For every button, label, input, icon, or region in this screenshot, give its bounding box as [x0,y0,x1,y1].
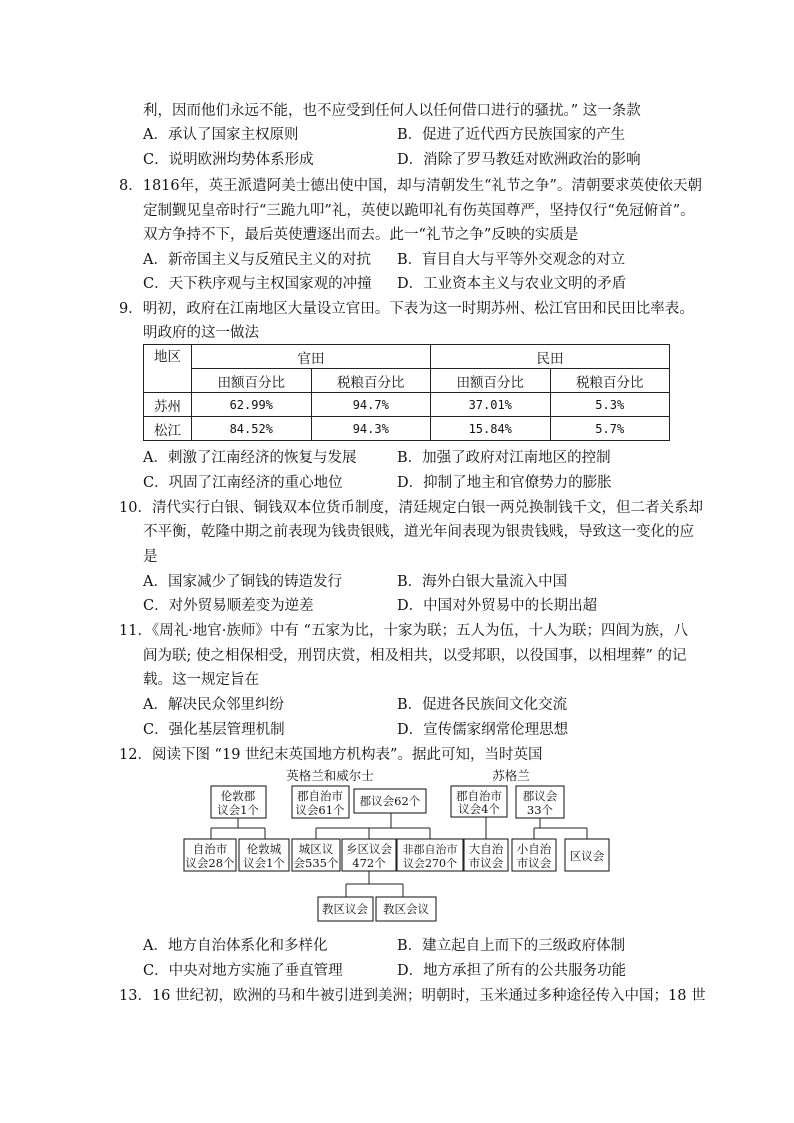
table-cell: 62.99% [192,393,312,417]
table-row [144,393,670,417]
q10-option-d[interactable]: D．中国对外贸易中的长期出超 [397,598,598,614]
q7-option-c[interactable]: C．说明欧洲均势体系形成 [143,152,314,168]
q12-stem-line: 12．阅读下图 “19 世纪末英国地方机构表”。据此可知，当时英国 [119,747,543,763]
q12-org-chart [180,766,610,926]
q7-stem-line: 利，因而他们永远不能，也不应受到任何人以任何借口进行的骚扰。” 这一条款 [143,103,641,119]
london-county-line2: 议会1个 [217,803,259,817]
table-cell-region: 苏州 [144,393,192,417]
table-cell: 37.01% [431,393,551,417]
q11-option-d[interactable]: D．宣传儒家纲常伦理思想 [397,722,569,738]
urban-line1: 城区议 [298,842,334,856]
table-subheader: 税粮百分比 [550,369,670,393]
q10-option-c[interactable]: C．对外贸易顺差变为逆差 [143,598,314,614]
q11-stem-line: 闾为联; 使之相保相受，刑罚庆赏，相及相共，以受邦职，以役国事，以相埋葬” 的记 [143,648,687,664]
q11-option-b[interactable]: B．促进各民族间文化交流 [397,697,568,713]
q9-option-c[interactable]: C．巩固了江南经济的重心地位 [143,475,343,491]
table-cell: 84.52% [192,417,312,441]
table-subheader: 田额百分比 [431,369,551,393]
table-cell: 5.3% [550,393,670,417]
england-wales-label: 英格兰和威尔士 [286,768,374,783]
rural-line1: 乡区议会 [346,842,392,856]
parish-council-text: 教区议会 [322,902,368,916]
q9-stem-line: 明政府的这一做法 [143,325,259,341]
q9-option-b[interactable]: B．加强了政府对江南地区的控制 [397,450,611,466]
q10-stem-line: 不平衡，乾隆中期之前表现为钱贵银贱，道光年间表现为银贵钱贱，导致这一变化的应 [143,524,694,540]
borough-ew-line2: 议会61个 [295,803,345,817]
table-subheader: 田额百分比 [192,369,312,393]
table-header-official-land: 官田 [192,345,431,369]
q9-table [143,344,670,441]
borough-sc-line2: 议会4个 [458,802,500,816]
q8-stem-line: 定制觐见皇帝时行“三跪九叩”礼，英使以跪叩礼有伤英国尊严，坚持仅行“免冠俯首”。 [143,203,695,219]
district-text: 区议会 [569,849,605,863]
auton-city-line2: 议会28个 [185,856,235,870]
table-cell: 94.7% [311,393,431,417]
table-cell: 94.3% [311,417,431,441]
urban-line2: 会535个 [293,856,339,870]
q8-stem-line: 双方争持不下，最后英使遭逐出而去。此一“礼节之争”反映的实质是 [143,227,579,243]
nonborough-line1: 非郡自治市 [402,843,458,856]
q13-stem-line: 13．16 世纪初，欧洲的马和牛被引进到美洲；明朝时，玉米通过多种途径传入中国；18 世 [119,988,706,1004]
table-header-civil-land: 民田 [431,345,670,369]
borough-ew-line1: 郡自治市 [297,789,343,803]
table-header-region: 地区 [144,345,192,393]
q8-option-d[interactable]: D．工业资本主义与农业文明的矛盾 [397,276,627,292]
q10-stem-line: 是 [143,549,158,565]
q8-option-c[interactable]: C．天下秩序观与主权国家观的冲撞 [143,276,372,292]
rural-line2: 472个 [352,856,386,870]
parish-meeting-text: 教区会议 [383,902,429,916]
q12-option-a[interactable]: A．地方自治体系化和多样化 [143,938,328,954]
q8-option-a[interactable]: A．新帝国主义与反殖民主义的对抗 [143,252,371,268]
q7-option-d[interactable]: D．消除了罗马教廷对欧洲政治的影响 [397,152,641,168]
q10-stem-line: 10．清代实行白银、铜钱双本位货币制度，清廷规定白银一两兑换制钱千文，但二者关系却 [119,500,703,516]
q12-option-c[interactable]: C．中央对地方实施了垂直管理 [143,963,343,979]
q9-option-a[interactable]: A．刺激了江南经济的恢复与发展 [143,450,357,466]
table-row [144,417,670,441]
q11-option-a[interactable]: A．解决民众邻里纠纷 [143,697,284,713]
q8-option-b[interactable]: B．盲目自大与平等外交观念的对立 [397,252,626,268]
table-cell: 15.84% [431,417,551,441]
q7-option-a[interactable]: A．承认了国家主权原则 [143,127,299,143]
table-cell-region: 松江 [144,417,192,441]
q11-stem-line: 11．《周礼·地官·族师》中有 “五家为比，十家为联；五人为伍，十人为联；四闾为族，八 [119,623,688,639]
nonborough-line2: 议会270个 [403,857,457,870]
q10-option-b[interactable]: B．海外白银大量流入中国 [397,574,568,590]
q10-option-a[interactable]: A．国家减少了铜钱的铸造发行 [143,574,342,590]
q8-stem-line: 8．1816年，英王派遣阿美士德出使中国，却与清朝发生“礼节之争”。清朝要求英使依天朝 [119,178,702,194]
q9-option-d[interactable]: D．抑制了地主和官僚势力的膨胀 [397,475,612,491]
london-city-line2: 议会1个 [243,856,285,870]
table-subheader: 税粮百分比 [311,369,431,393]
q9-stem-line: 9．明初，政府在江南地区大量设立官田。下表为这一时期苏州、松江官田和民田比率表。 [119,301,694,317]
q11-stem-line: 载。这一规定旨在 [143,672,259,688]
table-cell: 5.7% [550,417,670,441]
borough-sc-line1: 郡自治市 [456,789,502,803]
small-auton-line1: 小自治 [516,842,552,856]
large-auton-line2: 市议会 [468,856,504,870]
county-ew-text: 郡议会62个 [359,794,421,808]
q7-option-b[interactable]: B．促进了近代西方民族国家的产生 [397,127,626,143]
small-auton-line2: 市议会 [516,856,552,870]
auton-city-line1: 自治市 [192,842,228,856]
q11-option-c[interactable]: C．强化基层管理机制 [143,722,285,738]
q12-option-d[interactable]: D．地方承担了所有的公共服务功能 [397,963,627,979]
q12-option-b[interactable]: B．建立起自上而下的三级政府体制 [397,938,626,954]
london-city-line1: 伦敦城 [246,842,282,856]
london-county-line1: 伦敦郡 [220,789,256,803]
scotland-label: 苏格兰 [492,768,530,783]
county-sc-line1: 郡议会 [522,789,558,803]
county-sc-line2: 33个 [526,803,554,817]
large-auton-line1: 大自治 [468,842,504,856]
